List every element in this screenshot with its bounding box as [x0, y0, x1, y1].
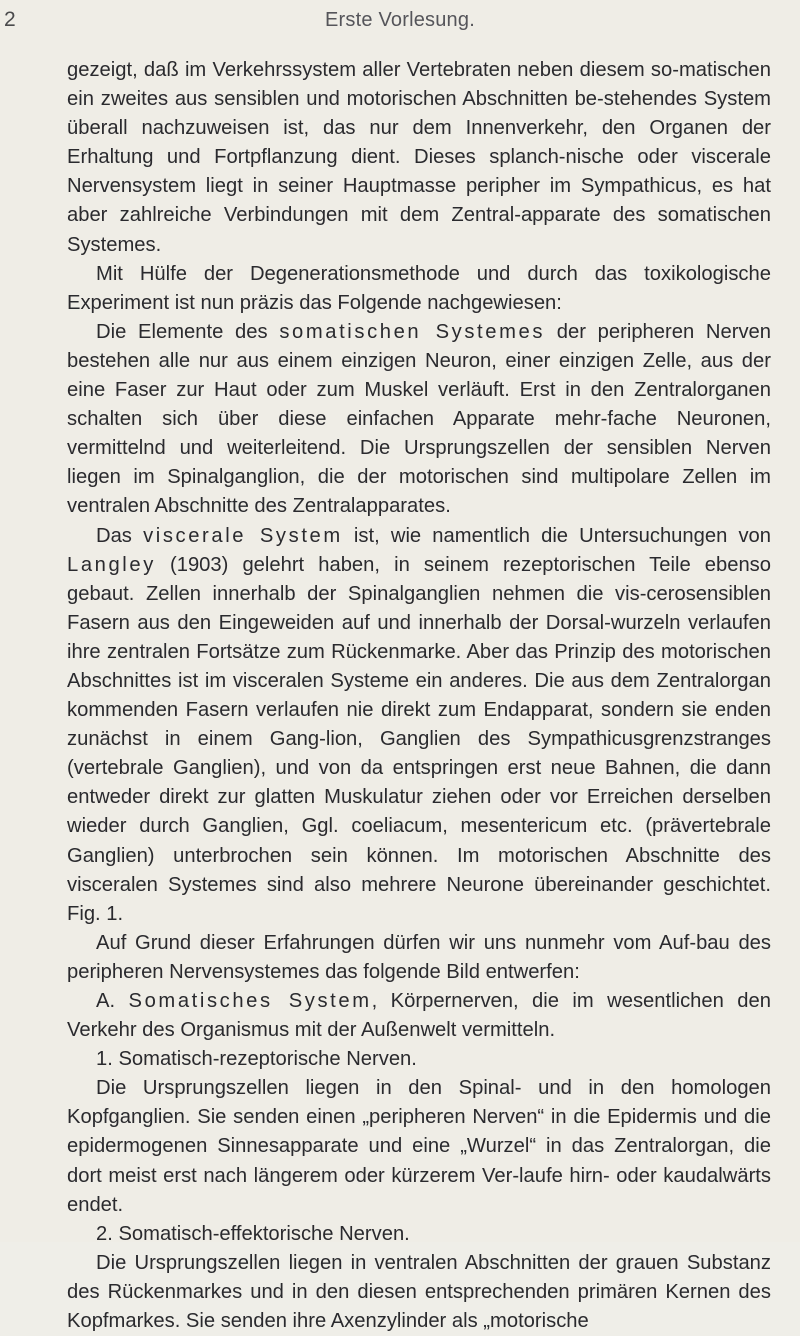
emphasized-term: viscerale System	[143, 524, 343, 547]
text-run: Mit Hülfe der Degenerationsmethode und durch das toxikologische Experiment ist nun präzis das Folgende nachgewiesen:	[67, 262, 771, 314]
emphasized-term: Somatisches System	[128, 990, 372, 1012]
text-run: der peripheren Nerven bestehen alle nur aus einem einzigen Neuron, einer einzigen Zelle, aus der eine Faser zur Haut oder zum Muskel verläuft. Erst in den Zentralorganen schalten sich über diese einfachen Apparate mehr-fache Neuronen, vermittelnd und weiterleitend. Die Ursprungszellen der sensiblen Nerven liegen im Spinalganglion, die der motorischen sind multipolare Zellen im ventralen Abschnitte des Zentralapparates.	[67, 320, 771, 518]
text-run: Die Ursprungszellen liegen in ventralen Abschnitten der grauen Substanz des Rückenmarkes und in den diesen entsprechenden primären Kernen des Kopfmarkes. Sie senden ihre Axenzylinder als „motorische	[67, 1251, 771, 1333]
running-head: Erste Vorlesung.	[325, 9, 475, 31]
text-run: 1. Somatisch-rezeptorische Nerven.	[96, 1048, 417, 1071]
text-run: Die Elemente des	[96, 320, 280, 343]
text-run: Die Ursprungszellen liegen in den Spinal- und in den homologen Kopfganglien. Sie senden einen „peripheren Nerven“ in die Epidermis und die epidermogenen Sinnesapparate und eine „Wurzel“ in das Zentralorgan, die dort meist erst nach längerem oder kürzerem Ver-laufe hirn- oder kaudalwärts endet.	[67, 1077, 771, 1216]
emphasized-term: Langley	[67, 553, 156, 576]
text-run: 2. Somatisch-effektorische Nerven.	[96, 1222, 410, 1245]
emphasized-term: somatischen Systemes	[279, 320, 546, 343]
page-header	[0, 6, 800, 36]
paragraph	[67, 318, 771, 522]
body-text	[67, 56, 771, 1336]
text-run: Das	[96, 524, 144, 547]
text-run: Auf Grund dieser Erfahrungen dürfen wir uns nunmehr vom Auf-bau des peripheren Nervensystemes das folgende Bild entwerfen:	[67, 931, 771, 983]
paragraph	[67, 1220, 771, 1249]
paragraph	[67, 56, 771, 260]
paragraph	[67, 1074, 771, 1219]
text-run: ist, wie namentlich die Untersuchungen von	[342, 524, 772, 547]
paragraph	[67, 522, 771, 929]
paragraph	[67, 1249, 771, 1336]
text-run: , Körpernerven, die im wesentlichen den Verkehr des Organismus mit der Außenwelt vermitteln.	[67, 990, 771, 1042]
paragraph	[67, 929, 771, 987]
page-number: 2	[4, 8, 16, 31]
paragraph	[67, 987, 771, 1045]
text-run: (1903) gelehrt haben, in seinem rezeptorischen Teile ebenso gebaut. Zellen innerhalb der Spinalganglien nehmen die vis-cerosensiblen Fasern aus den Eingeweiden auf und innerhalb der Dorsal-wurzeln verlaufen ihre zentralen Fortsätze zum Rückenmarke. Aber das Prinzip des motorischen Abschnittes ist im visceralen Systeme ein anderes. Die aus dem Zentralorgan kommenden Fasern verlaufen nie direkt zum Endapparat, sondern sie enden zunächst in einem Gang-lion, Ganglien des Sympathicusgrenzstranges (vertebrale Ganglien), und von da entspringen erst neue Bahnen, die dann entweder direkt zur glatten Muskulatur ziehen oder vor Erreichen derselben wieder durch Ganglien, Ggl. coeliacum, mesentericum etc. (prävertebrale Ganglien) unterbrochen sein können. Im motorischen Abschnitte des visceralen Systemes sind also mehrere Neurone übereinander geschichtet. Fig. 1.	[67, 553, 771, 925]
text-run: gezeigt, daß im Verkehrssystem aller Vertebraten neben diesem so-matischen ein zweites aus sensiblen und motorischen Abschnitten be-stehendes System überall nachzuweisen ist, das nur dem Innenverkehr, den Organen der Erhaltung und Fortpflanzung dient. Dieses splanch-nische oder viscerale Nervensystem liegt in seiner Hauptmasse peripher im Sympathicus, es hat aber zahlreiche Verbindungen mit dem Zentral-apparate des somatischen Systemes.	[67, 59, 771, 256]
text-run: A.	[96, 990, 129, 1012]
paragraph	[67, 260, 771, 318]
paragraph	[67, 1045, 771, 1074]
